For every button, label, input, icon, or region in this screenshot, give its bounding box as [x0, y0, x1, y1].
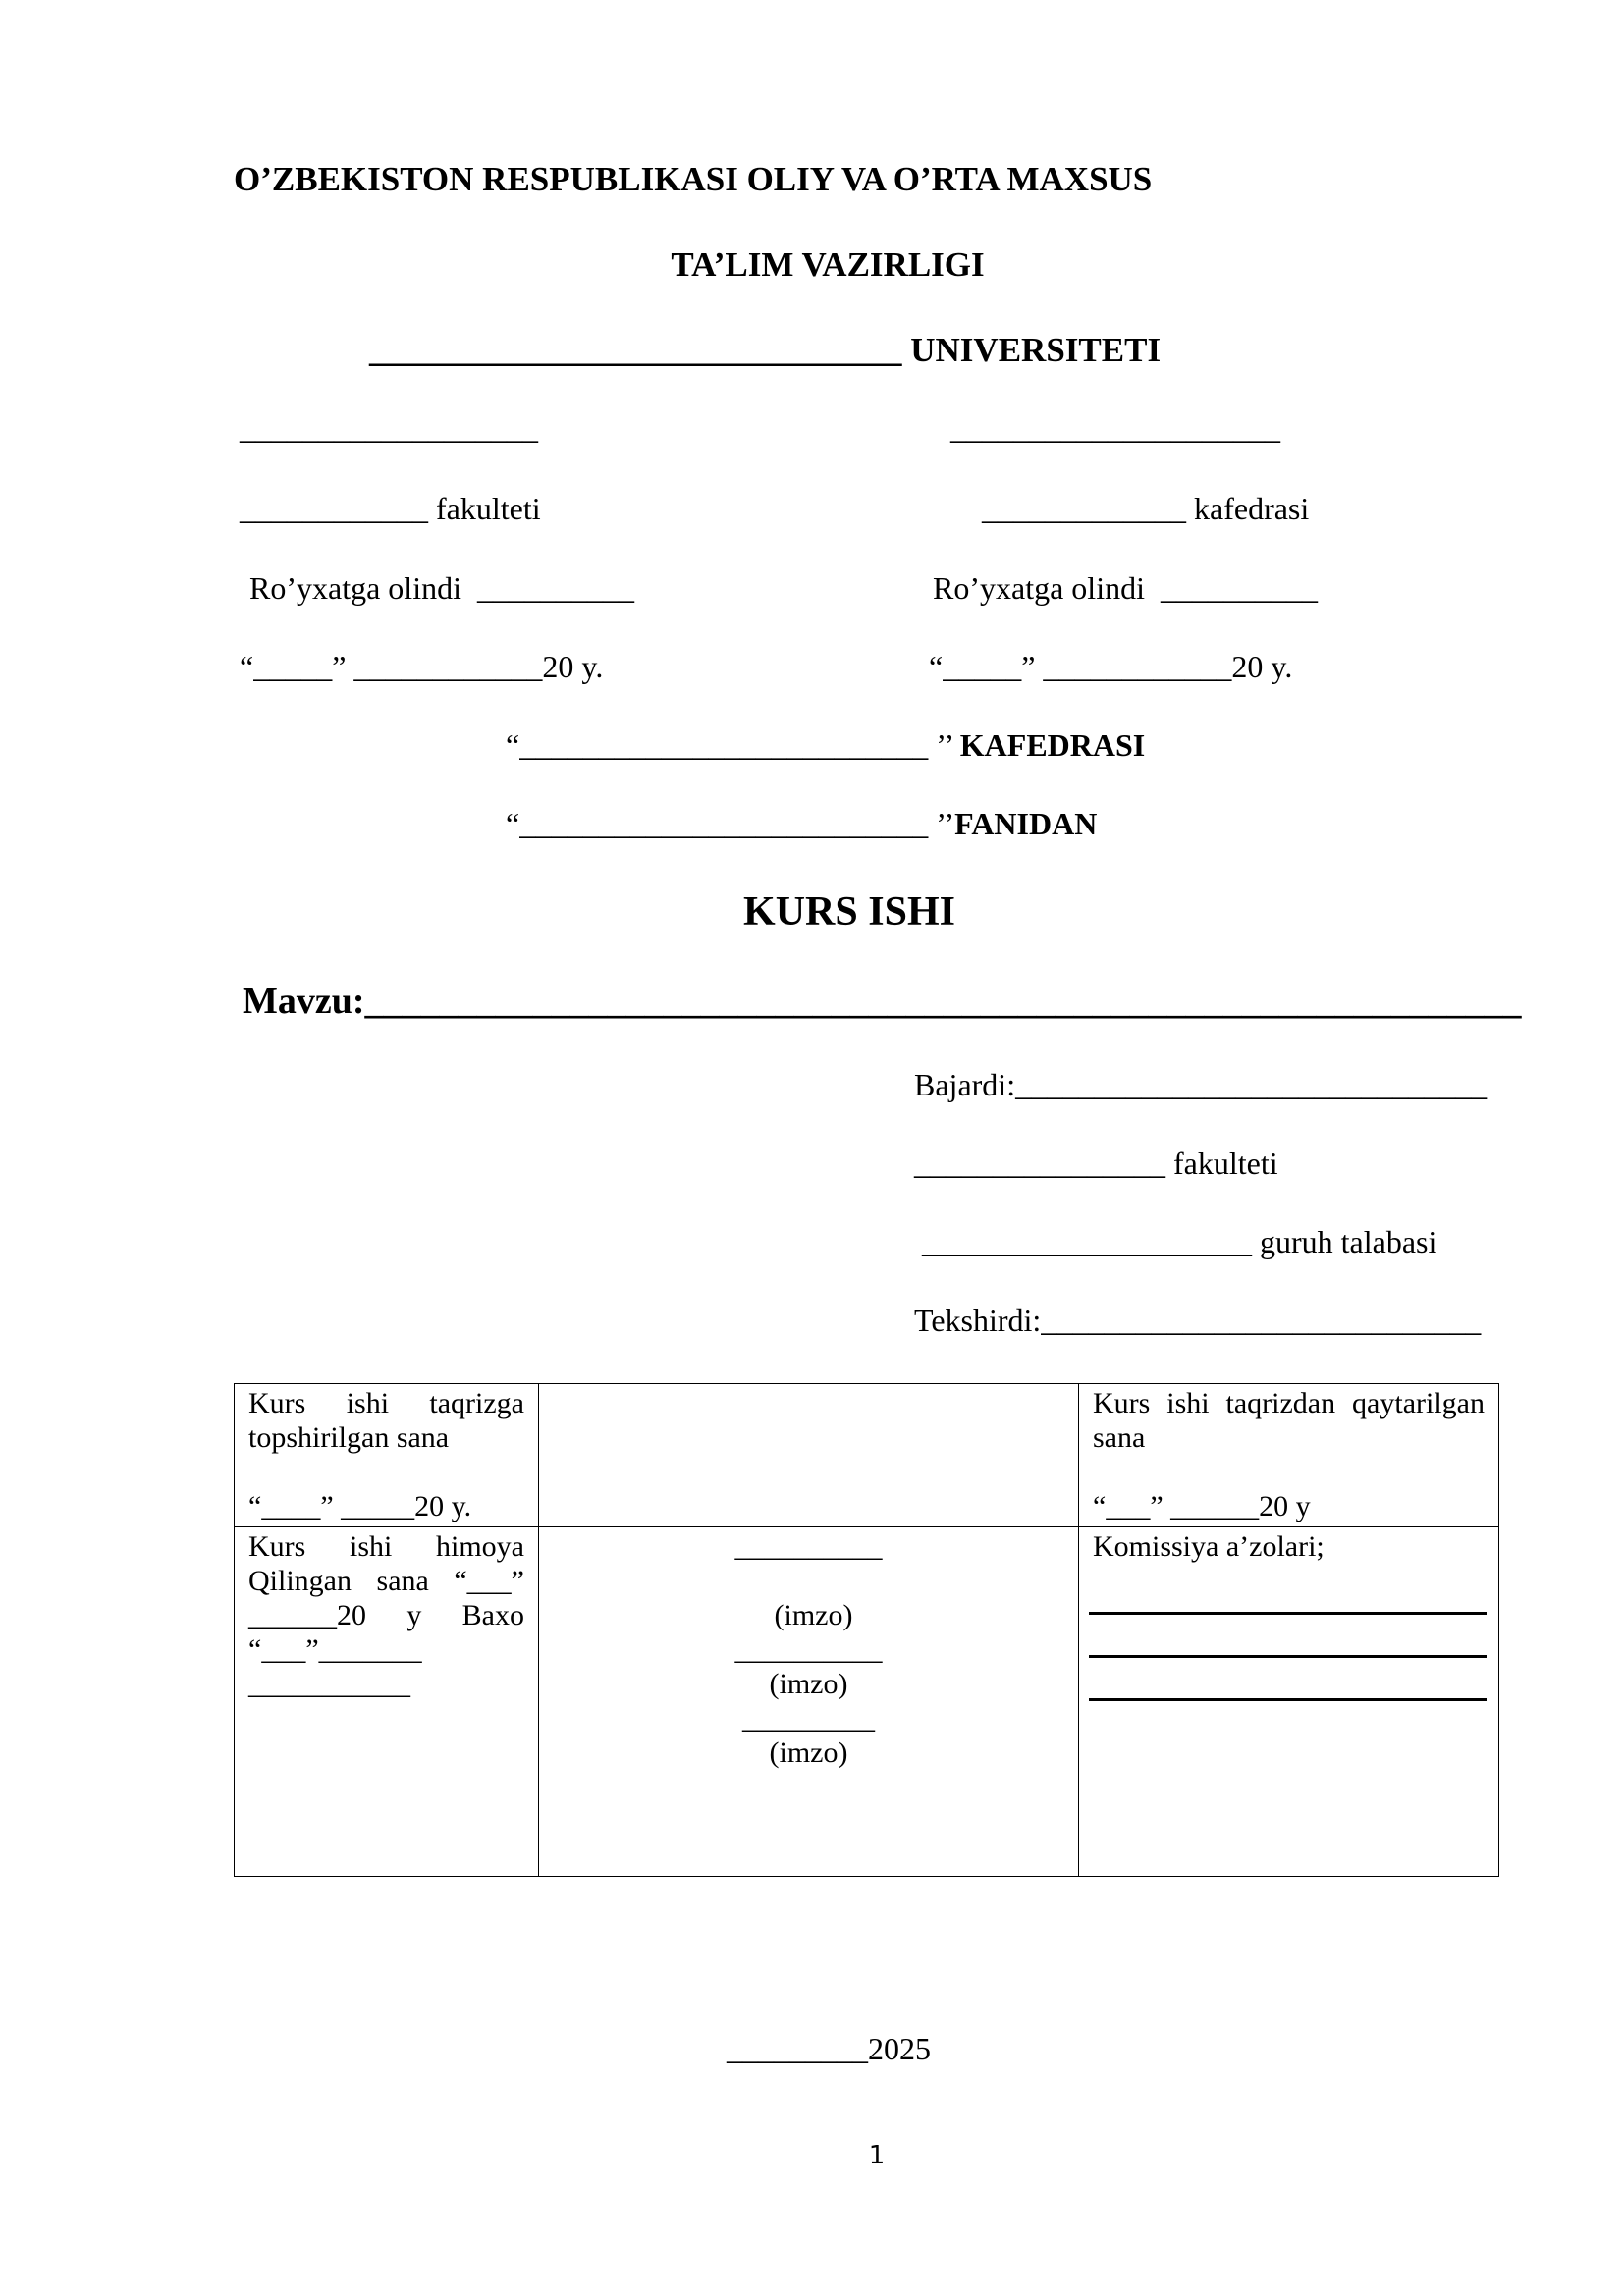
fan-line: [506, 808, 1097, 839]
kafedra-label: KAFEDRASI: [959, 727, 1146, 763]
left-registered-line: Ro’yxatga olindi __________: [249, 570, 634, 606]
right-date-line: “_____” ____________20 y.: [929, 649, 1293, 684]
review-returned-text: Kurs ishi taqrizdan qaytarilgan sana: [1093, 1387, 1485, 1454]
kafedra-line-blank: “__________________________ ’’: [506, 727, 960, 763]
document-title: KURS ISHI: [743, 889, 955, 934]
defense-text-line5: ___________: [248, 1668, 410, 1700]
empty-cell: [539, 1384, 1079, 1527]
signature-line-1: __________: [734, 1530, 883, 1563]
review-submitted-text: Kurs ishi taqrizga topshirilgan sana: [248, 1387, 524, 1454]
defense-cell: [235, 1527, 539, 1877]
defense-text-line4: “___”_______: [248, 1633, 422, 1666]
checked-by-line: Tekshirdi:____________________________: [914, 1303, 1482, 1338]
signature-line-2: __________: [734, 1633, 883, 1666]
review-table: [234, 1383, 1499, 1877]
fan-line-blank: “__________________________ ’’: [506, 806, 955, 841]
right-registered-line: Ro’yxatga olindi __________: [933, 570, 1318, 606]
defense-text-line3: ______20 y Baxo: [248, 1599, 524, 1631]
performed-by-line: Bajardi:______________________________: [914, 1067, 1488, 1102]
commission-label: Komissiya a’zolari;: [1093, 1530, 1325, 1563]
topic-label: Mavzu:: [243, 981, 365, 1022]
signature-label-2: (imzo): [769, 1668, 848, 1700]
signatures-cell: [539, 1527, 1079, 1877]
review-submitted-cell: [235, 1384, 539, 1527]
fan-label: FANIDAN: [954, 806, 1098, 841]
signature-line-3: _________: [742, 1702, 875, 1735]
year-line: _________2025: [727, 2031, 931, 2066]
signature-label-1: (imzo): [774, 1599, 853, 1631]
commission-member-line-3: [1089, 1698, 1487, 1701]
page-number: 1: [868, 2141, 886, 2170]
commission-cell: [1079, 1527, 1499, 1877]
review-submitted-date: “____” _____20 y.: [248, 1490, 472, 1522]
signature-label-3: (imzo): [769, 1736, 848, 1769]
topic-line: [243, 983, 1522, 1020]
review-returned-date: “___” ______20 y: [1093, 1490, 1311, 1522]
review-returned-cell: [1079, 1384, 1499, 1527]
ministry-title-line1: O’ZBEKISTON RESPUBLIKASI OLIY VA O’RTA MAXSUS: [234, 160, 1153, 198]
left-faculty-line: ____________ fakulteti: [240, 491, 541, 526]
table-row: [235, 1384, 1499, 1527]
left-date-line: “_____” ____________20 y.: [240, 649, 604, 684]
performer-group-line: _____________________ guruh talabasi: [914, 1224, 1437, 1259]
university-line: _______________________________ UNIVERSITETI: [369, 331, 1162, 369]
ministry-title-line2: TA’LIM VAZIRLIGI: [671, 245, 985, 284]
performer-faculty-line: ________________ fakulteti: [914, 1146, 1278, 1181]
topic-blank: ______________________________________________________________: [364, 981, 1522, 1022]
right-blank-line: _____________________: [950, 410, 1280, 446]
defense-text-line2: Qilingan sana “___”: [248, 1565, 524, 1597]
defense-text-line1: Kurs ishi himoya: [248, 1530, 524, 1563]
kafedra-line: [506, 729, 1145, 761]
table-row: [235, 1527, 1499, 1877]
right-department-line: _____________ kafedrasi: [982, 491, 1310, 526]
left-blank-line: ___________________: [240, 410, 538, 446]
